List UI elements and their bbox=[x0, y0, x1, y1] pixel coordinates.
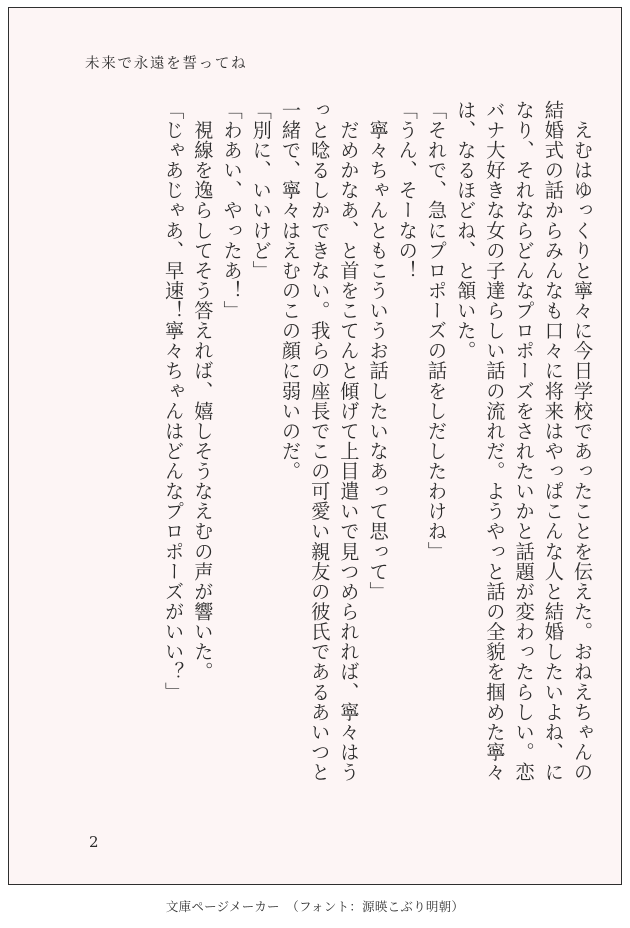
footer-credit: 文庫ページメーカー （フォント：源暎こぶり明朝） bbox=[165, 899, 465, 914]
vertical-body-text bbox=[159, 100, 597, 800]
paragraph: だめかなあ、と首をこてんと傾げて上目遣いで見つめられれば、寧々はうっと唸るしかできない。我らの座長でこの可愛い親友の彼氏であるあいつと一緒で、寧々はえむのこの顔に弱いのだ。 bbox=[278, 100, 361, 783]
paragraph: 「うん、そーなの！ bbox=[395, 100, 419, 281]
paragraph: 視線を逸らしてそう答えれば、嬉しそうなえむの声が響いた。 bbox=[191, 100, 215, 682]
chapter-title: 未来で永遠を誓ってね bbox=[85, 56, 248, 72]
page-number: 2 bbox=[89, 833, 99, 851]
paragraph: 「じゃあじゃあ、早速！寧々ちゃんはどんなプロポーズがいい？」 bbox=[162, 100, 186, 702]
paragraph: 「それで、急にプロポーズの話をしだしたわけね」 bbox=[424, 100, 448, 562]
paragraph: 「わあい、やったあ！」 bbox=[220, 100, 244, 321]
book-page bbox=[8, 7, 622, 885]
paragraph: 寧々ちゃんともこういうお話したいなあって思って」 bbox=[366, 100, 390, 602]
paragraph: えむはゆっくりと寧々に今日学校であったことを伝えた。おねえちゃんの結婚式の話からみんなも口々に将来はやっぱこんな人と結婚したいよね、になり、それならどんなプロポーズをされたいかと話題が変わったらしい。恋バナ大好きな女の子達らしい話の流れだ。ようやっと話の全貌を掴めた寧々は、なるほどね、と頷いた。 bbox=[454, 100, 594, 783]
paragraph: 「別に、いいけど」 bbox=[249, 100, 273, 281]
